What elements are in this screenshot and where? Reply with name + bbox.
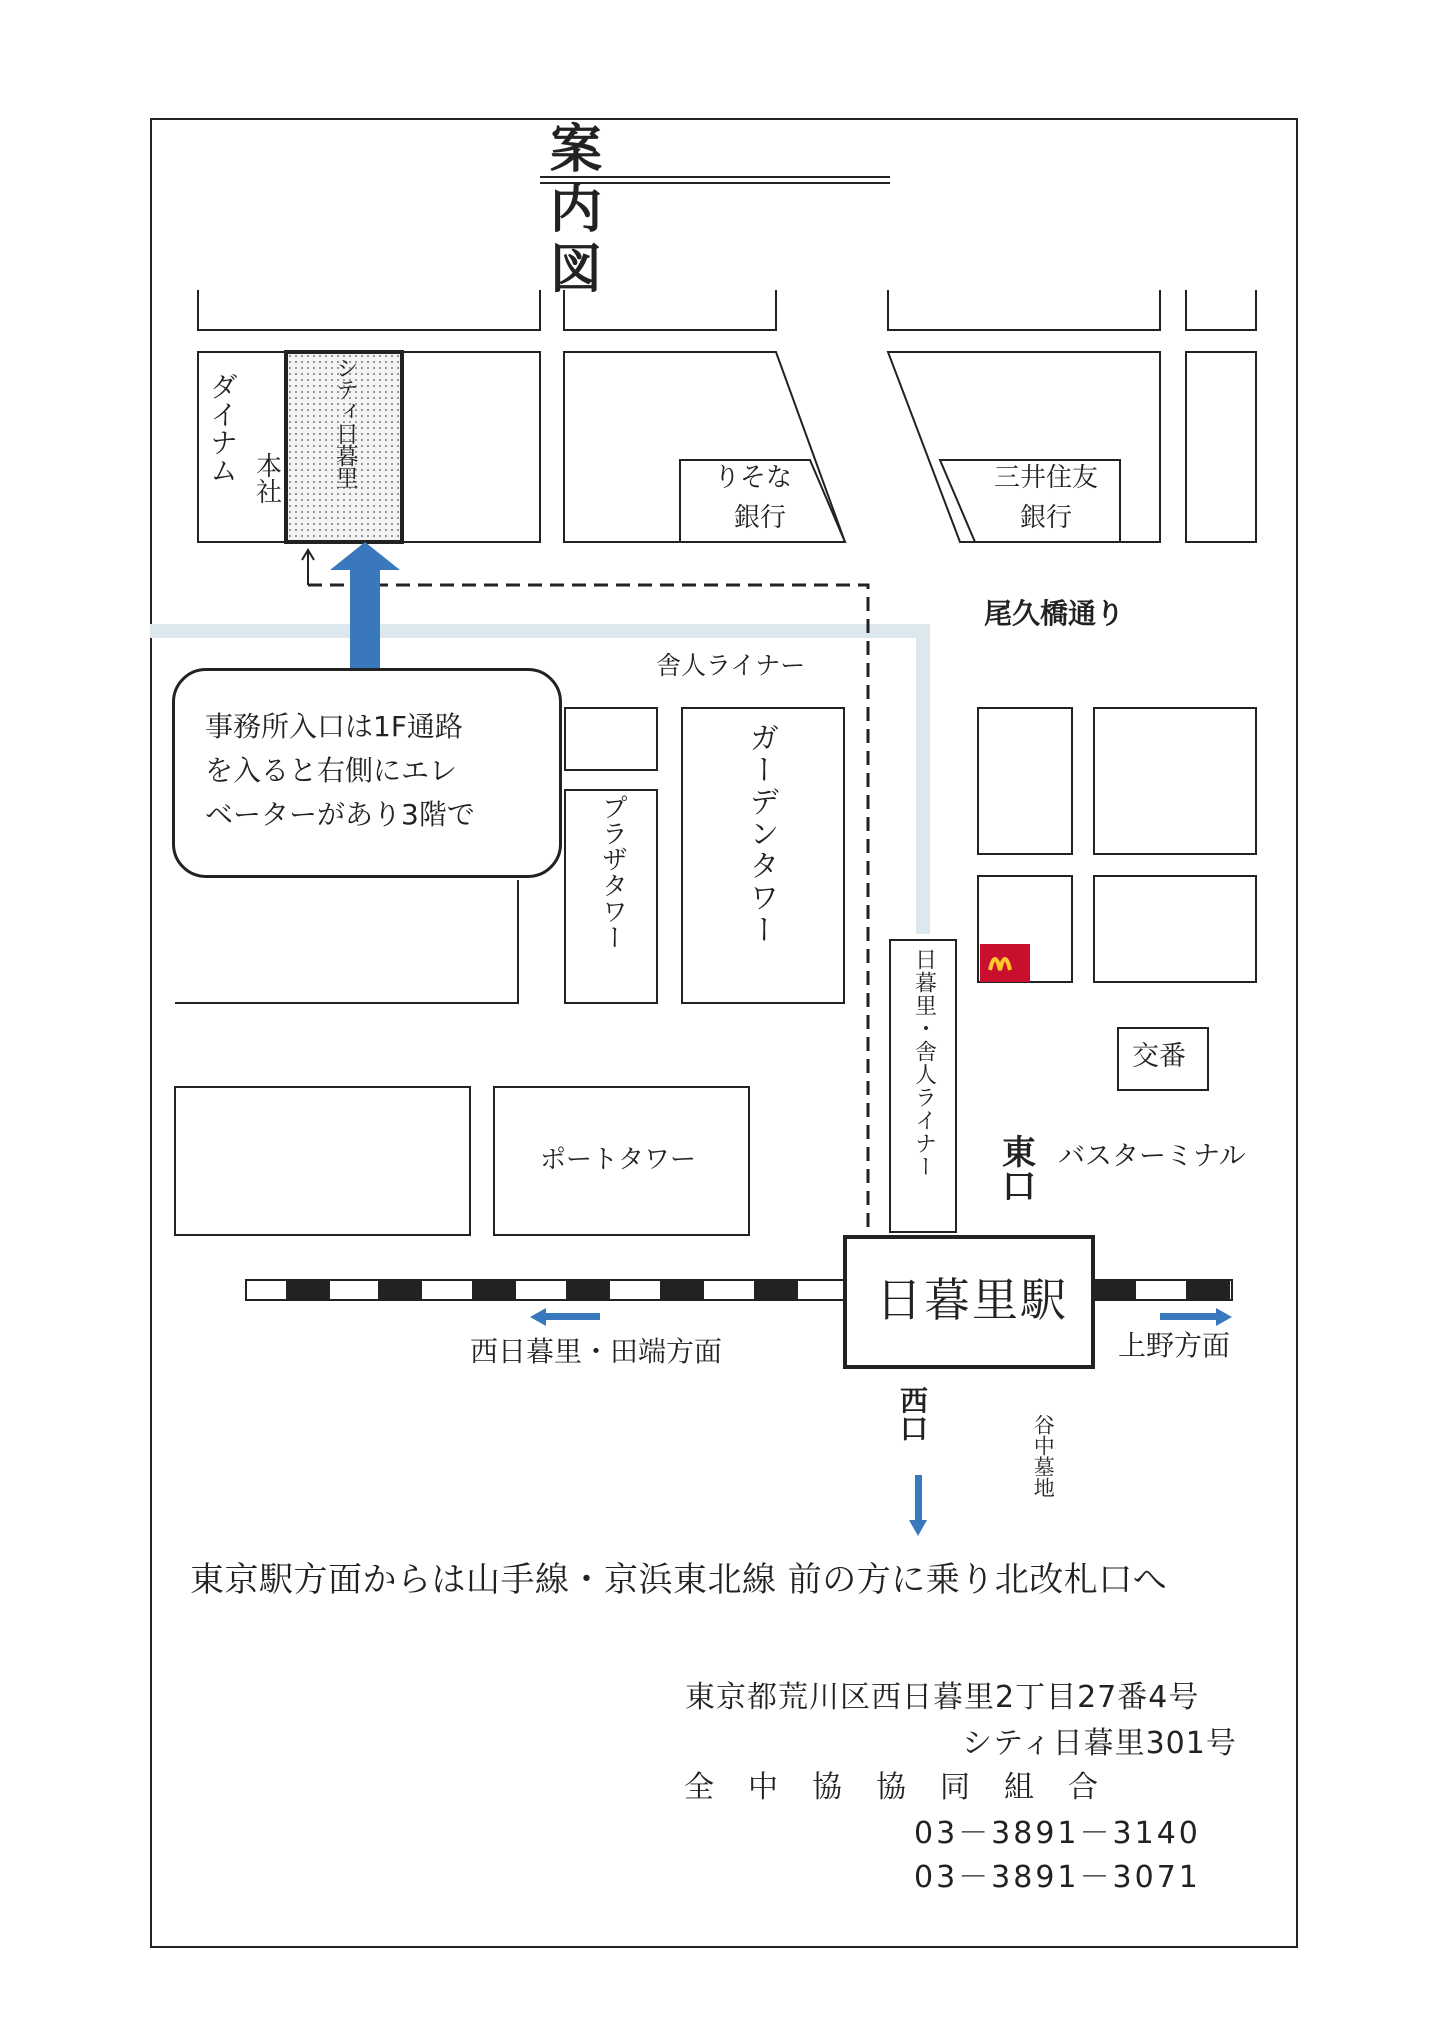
garden-tower-label: ガーデンタワー <box>743 722 779 946</box>
callout-line: 事務所入口は1F通路 <box>205 710 463 743</box>
top-block-edges <box>198 290 1256 330</box>
koban-label: 交番 <box>1132 1041 1186 1072</box>
plaza-tower-label: プラザタワー <box>597 794 628 950</box>
address-line-1: 東京都荒川区西日暮里2丁目27番4号 <box>685 1680 1200 1715</box>
port-tower-label: ポートタワー <box>540 1145 697 1175</box>
blue-up-arrow <box>330 542 400 675</box>
toneri-liner-label: 舎人ライナー <box>656 651 806 680</box>
access-instruction: 東京駅方面からは山手線・京浜東北線 前の方に乗り北改札口へ <box>190 1560 1168 1600</box>
mcdonalds-logo <box>980 944 1030 982</box>
entrance-callout <box>172 668 562 878</box>
smbc-label-2: 銀行 <box>1020 503 1073 533</box>
direction-left-label: 西日暮里・田端方面 <box>470 1335 723 1368</box>
bus-terminal-label: バスターミナル <box>1058 1141 1246 1172</box>
toneri-liner-route <box>150 624 930 638</box>
toneri-station-label: 日暮里・舎人ライナー <box>911 948 937 1178</box>
direction-arrow-right <box>1160 1308 1232 1326</box>
phone-number-1: 03－3891－3140 <box>914 1816 1201 1851</box>
city-nippori-label: シティ日暮里 <box>331 356 358 488</box>
callout-line: ベーターがあり3階で <box>205 798 475 831</box>
toneri-liner-route <box>916 624 930 934</box>
west-exit-arrow <box>909 1475 927 1536</box>
address-line-2: シティ日暮里301号 <box>962 1726 1237 1761</box>
okubashi-dori-label: 尾久橋通り <box>984 597 1125 630</box>
direction-arrow-left <box>530 1308 600 1326</box>
direction-right-label: 上野方面 <box>1118 1329 1231 1362</box>
east-exit-label: 東口 <box>995 1134 1036 1202</box>
resona-label-1: りそな <box>714 463 793 493</box>
phone-number-2: 03－3891－3071 <box>914 1860 1201 1895</box>
entrance-marker <box>302 550 314 585</box>
callout-line: を入ると右側にエレ <box>205 754 458 787</box>
dynam-hq-label: 本社 <box>251 452 282 504</box>
dynam-label: ダイナム <box>206 372 239 484</box>
west-exit-label: 西口 <box>896 1386 929 1442</box>
smbc-label-1: 三井住友 <box>994 463 1099 493</box>
organization-name: 全 中 協 協 同 組 合 <box>684 1770 1100 1805</box>
nippori-station-label: 日暮里駅 <box>876 1273 1068 1327</box>
map-title: 案 内 図 <box>550 120 799 300</box>
resona-label-2: 銀行 <box>734 503 787 533</box>
yanaka-cemetery-label: 谷中墓地 <box>1031 1414 1056 1498</box>
